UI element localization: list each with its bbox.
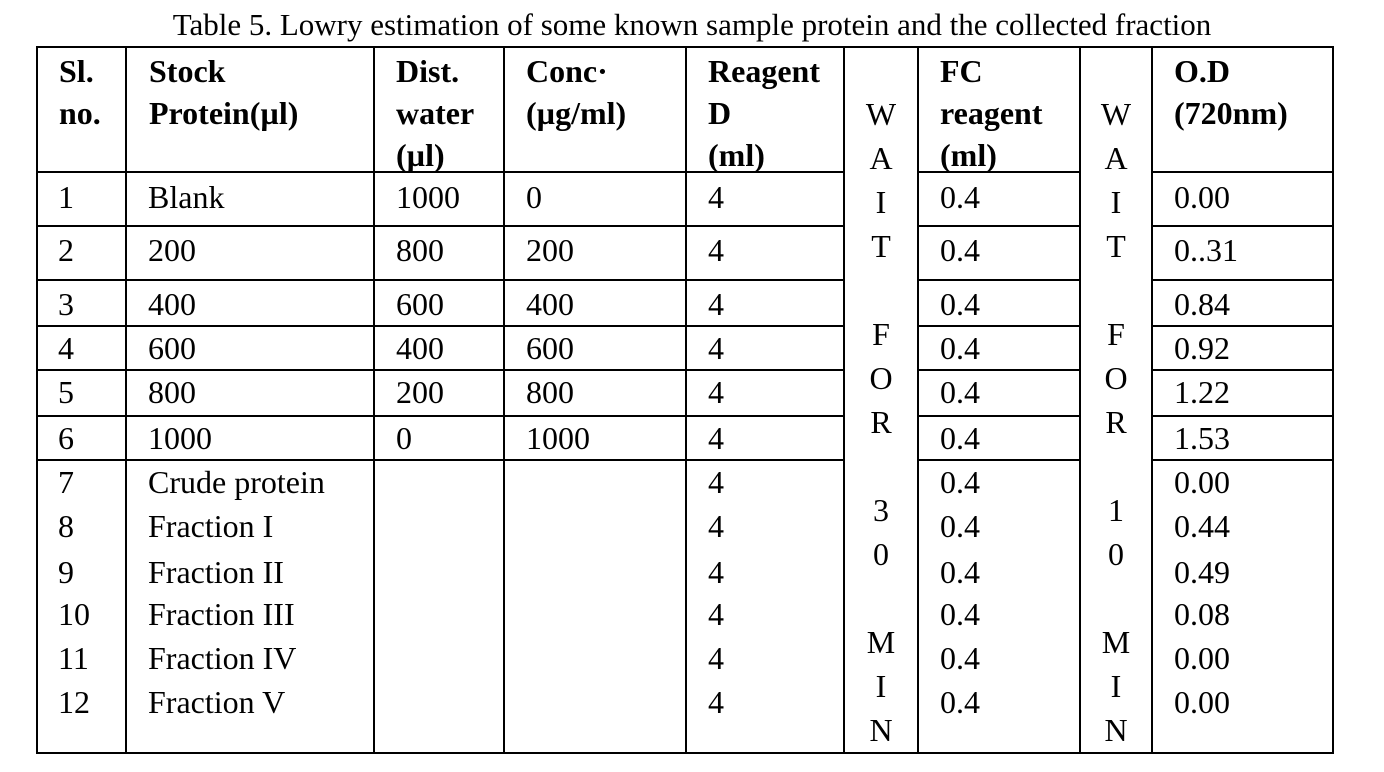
cell-fc: 0.4 bbox=[940, 464, 980, 500]
cell-stock: 200 bbox=[148, 232, 196, 268]
wait-30-min-label bbox=[861, 92, 901, 752]
header-reagent-line: D bbox=[708, 95, 732, 131]
row-divider bbox=[1152, 279, 1334, 281]
header-fc-line: (ml) bbox=[940, 137, 997, 173]
cell-reagent: 4 bbox=[708, 554, 724, 590]
wait-letter: N bbox=[1104, 712, 1128, 748]
wait-letter: I bbox=[1110, 184, 1122, 220]
cell-water: 800 bbox=[396, 232, 444, 268]
lowry-table bbox=[36, 46, 1334, 754]
cell-od: 1.22 bbox=[1174, 374, 1230, 410]
cell-water: 0 bbox=[396, 420, 412, 456]
wait-letter: W bbox=[1100, 96, 1132, 132]
table-caption: Table 5. Lowry estimation of some known sample protein and the collected fraction bbox=[172, 7, 1212, 42]
wait-letter: F bbox=[1107, 316, 1125, 352]
cell-sl: 9 bbox=[58, 554, 74, 590]
cell-stock: Crude protein bbox=[148, 464, 325, 500]
wait-letter: R bbox=[870, 404, 892, 440]
cell-sl: 2 bbox=[58, 232, 74, 268]
header-stock-line: Protein(µl) bbox=[149, 95, 299, 131]
header-water-line: water bbox=[396, 95, 475, 131]
cell-stock: Fraction V bbox=[148, 684, 286, 720]
wait-letter: O bbox=[1104, 360, 1128, 396]
cell-fc: 0.4 bbox=[940, 596, 980, 632]
header-sl-line: Sl. bbox=[59, 53, 94, 89]
cell-sl: 4 bbox=[58, 330, 74, 366]
cell-water: 600 bbox=[396, 286, 444, 322]
header-fc-line: reagent bbox=[940, 95, 1043, 131]
wait-letter bbox=[861, 576, 901, 620]
cell-fc: 0.4 bbox=[940, 640, 980, 676]
wait-10-min-label bbox=[1096, 92, 1136, 752]
cell-fc: 0.4 bbox=[940, 508, 980, 544]
cell-conc: 0 bbox=[526, 179, 542, 215]
cell-conc: 1000 bbox=[526, 420, 590, 456]
wait-letter: A bbox=[1104, 140, 1128, 176]
row-divider bbox=[1152, 171, 1334, 173]
wait-letter: 0 bbox=[873, 536, 889, 572]
wait-letter: I bbox=[875, 184, 887, 220]
cell-fc: 0.4 bbox=[940, 420, 980, 456]
cell-stock: Blank bbox=[148, 179, 225, 215]
row-divider bbox=[918, 225, 1080, 227]
cell-fc: 0.4 bbox=[940, 286, 980, 322]
cell-conc: 400 bbox=[526, 286, 574, 322]
cell-reagent: 4 bbox=[708, 464, 724, 500]
cell-fc: 0.4 bbox=[940, 232, 980, 268]
cell-conc: 200 bbox=[526, 232, 574, 268]
header-conc-line: Conc· bbox=[526, 53, 608, 89]
row-divider bbox=[1152, 225, 1334, 227]
header-reagent-line: Reagent bbox=[708, 53, 820, 89]
wait-letter bbox=[861, 444, 901, 488]
cell-conc: 800 bbox=[526, 374, 574, 410]
cell-sl: 6 bbox=[58, 420, 74, 456]
cell-od: 0.49 bbox=[1174, 554, 1230, 590]
wait-letter: I bbox=[875, 668, 887, 704]
wait-letter bbox=[1096, 576, 1136, 620]
cell-stock: 1000 bbox=[148, 420, 212, 456]
header-stock-line: Stock bbox=[149, 53, 226, 89]
cell-od: 0.84 bbox=[1174, 286, 1230, 322]
wait-letter: R bbox=[1105, 404, 1127, 440]
wait-letter: N bbox=[869, 712, 893, 748]
header-fc-line: FC bbox=[940, 53, 983, 89]
row-divider bbox=[36, 225, 844, 227]
cell-sl: 12 bbox=[58, 684, 90, 720]
cell-od: 0.08 bbox=[1174, 596, 1230, 632]
cell-reagent: 4 bbox=[708, 684, 724, 720]
cell-reagent: 4 bbox=[708, 232, 724, 268]
cell-sl: 5 bbox=[58, 374, 74, 410]
wait-letter: 1 bbox=[1108, 492, 1124, 528]
cell-reagent: 4 bbox=[708, 596, 724, 632]
cell-reagent: 4 bbox=[708, 420, 724, 456]
column-divider bbox=[843, 46, 845, 754]
cell-sl: 10 bbox=[58, 596, 90, 632]
header-sl-line: no. bbox=[59, 95, 101, 131]
cell-stock: 800 bbox=[148, 374, 196, 410]
header-water-line: Dist. bbox=[396, 53, 460, 89]
wait-letter: M bbox=[866, 624, 896, 660]
row-divider bbox=[918, 279, 1080, 281]
cell-fc: 0.4 bbox=[940, 684, 980, 720]
cell-stock: Fraction III bbox=[148, 596, 295, 632]
column-divider bbox=[917, 46, 919, 754]
header-conc-line: (µg/ml) bbox=[526, 95, 627, 131]
cell-stock: Fraction II bbox=[148, 554, 284, 590]
wait-letter: I bbox=[1110, 668, 1122, 704]
cell-stock: 400 bbox=[148, 286, 196, 322]
cell-od: 0.00 bbox=[1174, 464, 1230, 500]
column-divider bbox=[685, 46, 687, 754]
cell-fc: 0.4 bbox=[940, 554, 980, 590]
cell-od: 0.00 bbox=[1174, 640, 1230, 676]
wait-letter bbox=[1096, 444, 1136, 488]
cell-reagent: 4 bbox=[708, 374, 724, 410]
cell-sl: 1 bbox=[58, 179, 74, 215]
cell-water: 1000 bbox=[396, 179, 460, 215]
cell-stock: Fraction I bbox=[148, 508, 274, 544]
cell-fc: 0.4 bbox=[940, 330, 980, 366]
cell-water: 200 bbox=[396, 374, 444, 410]
cell-od: 0..31 bbox=[1174, 232, 1238, 268]
cell-reagent: 4 bbox=[708, 286, 724, 322]
cell-od: 0.00 bbox=[1174, 684, 1230, 720]
cell-sl: 7 bbox=[58, 464, 74, 500]
cell-sl: 8 bbox=[58, 508, 74, 544]
column-divider bbox=[125, 46, 127, 754]
header-water-line: (µl) bbox=[396, 137, 445, 173]
column-divider bbox=[373, 46, 375, 754]
header-reagent-line: (ml) bbox=[708, 137, 765, 173]
column-divider bbox=[1079, 46, 1081, 754]
column-divider bbox=[1151, 46, 1153, 754]
cell-od: 0.00 bbox=[1174, 179, 1230, 215]
cell-stock: 600 bbox=[148, 330, 196, 366]
row-divider bbox=[36, 279, 844, 281]
wait-letter bbox=[861, 268, 901, 312]
wait-letter: T bbox=[1106, 228, 1126, 264]
cell-fc: 0.4 bbox=[940, 179, 980, 215]
cell-od: 0.44 bbox=[1174, 508, 1230, 544]
wait-letter bbox=[1096, 268, 1136, 312]
cell-stock: Fraction IV bbox=[148, 640, 297, 676]
header-od-line: (720nm) bbox=[1174, 95, 1288, 131]
cell-reagent: 4 bbox=[708, 179, 724, 215]
cell-conc: 600 bbox=[526, 330, 574, 366]
cell-reagent: 4 bbox=[708, 330, 724, 366]
cell-water: 400 bbox=[396, 330, 444, 366]
wait-letter: 0 bbox=[1108, 536, 1124, 572]
cell-od: 0.92 bbox=[1174, 330, 1230, 366]
wait-letter: 3 bbox=[873, 492, 889, 528]
wait-letter: O bbox=[869, 360, 893, 396]
column-divider bbox=[503, 46, 505, 754]
cell-od: 1.53 bbox=[1174, 420, 1230, 456]
wait-letter: M bbox=[1101, 624, 1131, 660]
cell-reagent: 4 bbox=[708, 508, 724, 544]
table-border-right bbox=[1332, 46, 1334, 754]
cell-fc: 0.4 bbox=[940, 374, 980, 410]
cell-reagent: 4 bbox=[708, 640, 724, 676]
header-od-line: O.D bbox=[1174, 53, 1230, 89]
table-border-left bbox=[36, 46, 38, 754]
cell-sl: 3 bbox=[58, 286, 74, 322]
cell-sl: 11 bbox=[58, 640, 89, 676]
wait-letter: T bbox=[871, 228, 891, 264]
wait-letter: F bbox=[872, 316, 890, 352]
wait-letter: A bbox=[869, 140, 893, 176]
wait-letter: W bbox=[865, 96, 897, 132]
